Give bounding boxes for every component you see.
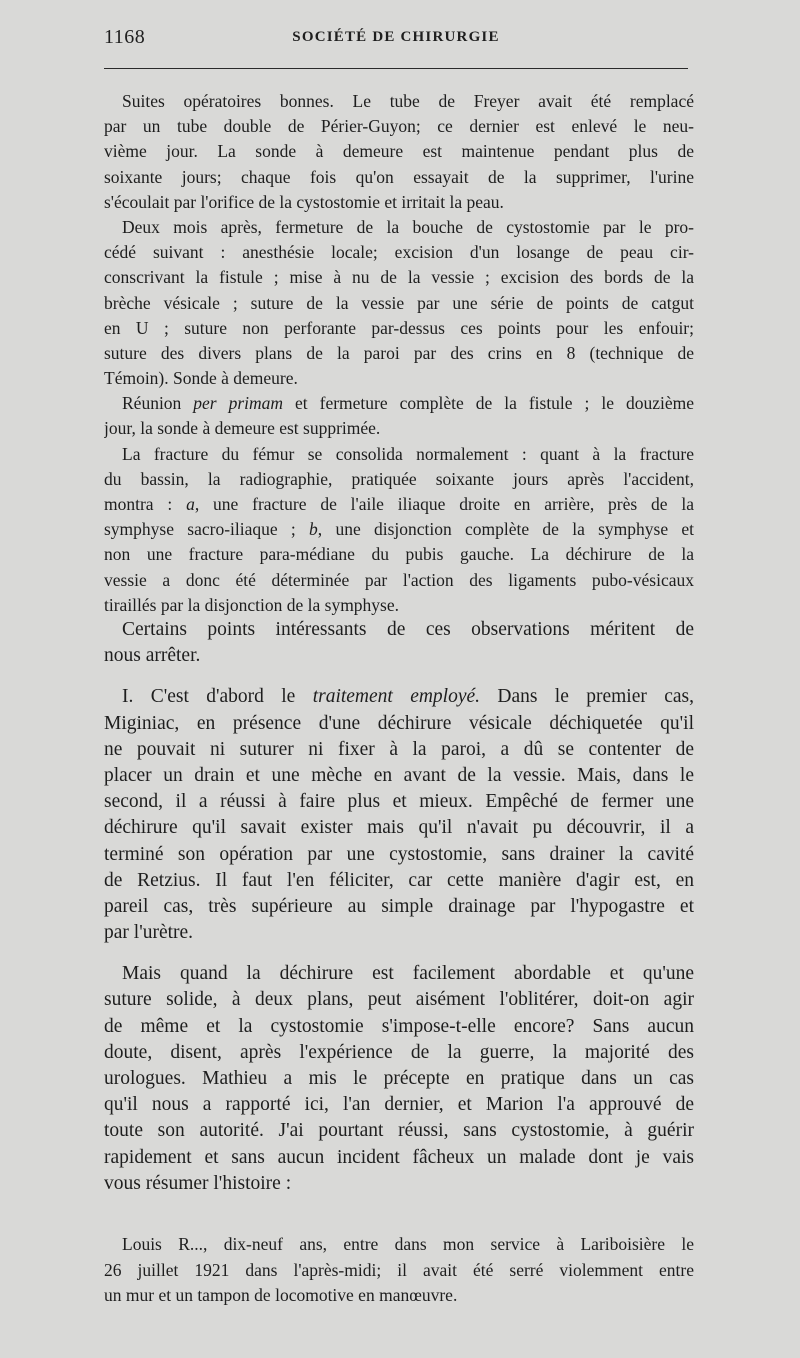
text-line: suture solide, à deux plans, peut aisément l'oblitérer, doit-on agir	[104, 989, 694, 1011]
paragraph	[104, 442, 694, 618]
text-line: non une fracture para-médiane du pubis gauche. La déchirure de la	[104, 544, 694, 565]
text-line: déchirure qu'il savait exister mais qu'il n'avait pu découvrir, il a	[104, 817, 694, 839]
text-line: conscrivant la fistule ; mise à nu de la vessie ; excision des bords de la	[104, 267, 694, 288]
paragraph	[104, 684, 694, 946]
text-line: pareil cas, très supérieure au simple drainage par l'hypogastre et	[104, 895, 694, 917]
text-line: Louis R..., dix-neuf ans, entre dans mon service à Lariboisière le	[122, 1234, 694, 1254]
text-line: par un tube double de Périer-Guyon; ce dernier est enlevé le neu-	[104, 116, 694, 137]
case-report-text	[104, 1232, 694, 1309]
text-line: Réunion per primam et fermeture complète de la fistule ; le douzième	[122, 393, 694, 414]
observation-text	[104, 89, 694, 618]
text-line: Témoin). Sonde à demeure.	[104, 368, 298, 389]
text-line: Certains points intéressants de ces observations méritent de	[122, 619, 694, 640]
text-line: terminé son opération par une cystostomie, sans drainer la cavité	[104, 843, 694, 865]
text-line: ne pouvait ni suturer ni fixer à la paroi, a dû se contenter de	[104, 738, 694, 760]
paragraph	[104, 961, 694, 1197]
text-line: montra : a, une fracture de l'aile iliaque droite en arrière, près de la	[104, 494, 694, 514]
text-line: qu'il nous a rapporté ici, l'an dernier, et Marion l'a approuvé de	[104, 1094, 694, 1116]
paragraph	[104, 89, 694, 215]
text-line: Mais quand la déchirure est facilement abordable et qu'une	[122, 963, 694, 985]
text-line: en U ; suture non perforante par-dessus ces points pour les enfouir;	[104, 317, 694, 338]
discussion-text	[104, 617, 694, 1197]
text-line: de Retzius. Il faut l'en féliciter, car cette manière d'agir est, en	[104, 869, 694, 891]
running-head: SOCIÉTÉ DE CHIRURGIE	[292, 29, 500, 45]
text-line: rapidement et sans aucun incident fâcheux un malade dont je vais	[104, 1146, 694, 1168]
text-line: vous résumer l'histoire :	[104, 1172, 292, 1194]
paragraph	[104, 617, 694, 669]
text-line: brèche vésicale ; suture de la vessie par une série de points de catgut	[104, 292, 694, 313]
text-line: 26 juillet 1921 dans l'après-midi; il avait été serré violemment entre	[104, 1259, 694, 1280]
page-number: 1168	[104, 26, 146, 48]
text-line: Miginiac, en présence d'une déchirure vésicale déchiquetée qu'il	[104, 712, 694, 734]
text-line: jour, la sonde à demeure est supprimée.	[104, 418, 381, 439]
text-line: suture des divers plans de la paroi par des crins en 8 (technique de	[104, 342, 694, 363]
text-line: toute son autorité. J'ai pourtant réussi, sans cystostomie, à guérir	[104, 1120, 694, 1142]
text-line: second, il a réussi à faire plus et mieux. Empêché de fermer une	[104, 791, 694, 813]
text-line: de même et la cystostomie s'impose-t-elle encore? Sans aucun	[104, 1015, 694, 1037]
paragraph	[104, 391, 694, 441]
text-line: urologues. Mathieu a mis le précepte en pratique dans un cas	[104, 1068, 694, 1089]
text-line: vième jour. La sonde à demeure est maintenue pendant plus de	[104, 141, 694, 162]
text-line: placer un drain et une mèche en avant de la vessie. Mais, dans le	[104, 764, 694, 786]
text-line: soixante jours; chaque fois qu'on essayait de la supprimer, l'urine	[104, 166, 694, 187]
text-line: du bassin, la radiographie, pratiquée soixante jours après l'accident,	[104, 468, 694, 489]
text-line: Deux mois après, fermeture de la bouche de cystostomie par le pro-	[122, 216, 694, 237]
text-line: cédé suivant : anesthésie locale; excision d'un losange de peau cir-	[104, 242, 694, 263]
text-line: tiraillés par la disjonction de la symphyse.	[104, 594, 400, 615]
paragraph	[104, 215, 694, 391]
text-line: vessie a donc été déterminée par l'action des ligaments pubo-vésicaux	[104, 569, 694, 590]
text-line: Suites opératoires bonnes. Le tube de Freyer avait été remplacé	[122, 91, 694, 111]
text-line: s'écoulait par l'orifice de la cystostomie et irritait la peau.	[104, 191, 504, 212]
text-line: La fracture du fémur se consolida normalement : quant à la fracture	[122, 443, 694, 464]
text-line: par l'urètre.	[104, 922, 194, 944]
text-line: symphyse sacro-iliaque ; b, une disjonction complète de la symphyse et	[104, 519, 694, 540]
text-line: doute, disent, après l'expérience de la guerre, la majorité des	[104, 1041, 694, 1063]
text-line: nous arrêter.	[104, 645, 201, 667]
header-rule	[104, 68, 688, 69]
page-header	[104, 26, 688, 56]
text-line: I. C'est d'abord le traitement employé. Dans le premier cas,	[122, 686, 694, 708]
paragraph	[104, 1232, 694, 1309]
text-line: un mur et un tampon de locomotive en manœuvre.	[104, 1285, 458, 1305]
